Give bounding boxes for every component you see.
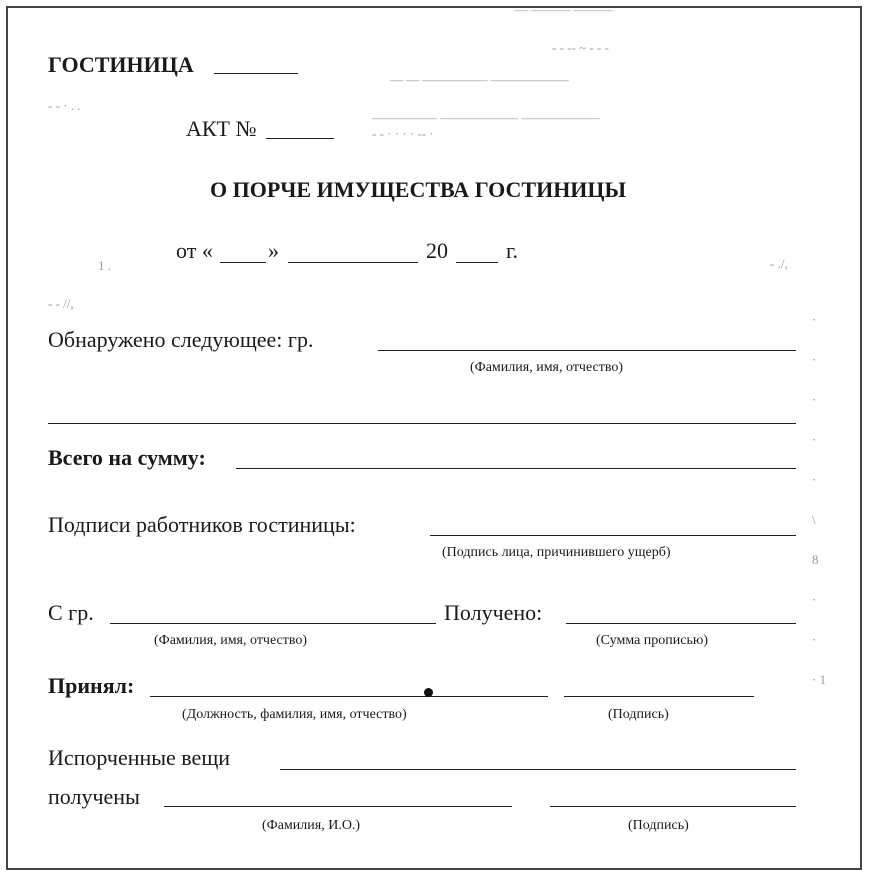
damaged-label: Испорченные вещи	[48, 745, 231, 770]
found-caption: (Фамилия, имя, отчество)	[470, 360, 624, 375]
found-label: Обнаружено следующее: гр.	[48, 327, 314, 352]
bleed-through-mark: · · · · · \ 8 · · · 1	[812, 312, 827, 687]
accepted-label: Принял:	[48, 673, 135, 698]
received-caption: (Сумма прописью)	[596, 633, 708, 648]
bleed-through-mark: - - //,	[48, 296, 74, 311]
act-number-line[interactable]	[266, 138, 334, 139]
found-name-line[interactable]	[378, 350, 796, 351]
accepted-signature-line[interactable]	[564, 696, 754, 697]
from-name-line[interactable]	[110, 623, 436, 624]
received-sum-line[interactable]	[566, 623, 796, 624]
bleed-through-mark: — ——— ———	[515, 2, 613, 17]
hotel-name-line[interactable]	[214, 73, 298, 74]
date-month-line[interactable]	[288, 262, 418, 263]
hotel-label: ГОСТИНИЦА	[48, 52, 194, 77]
bleed-through-mark: - - · . .	[48, 98, 81, 113]
ink-dot	[424, 688, 433, 697]
date-from-label: от «	[176, 238, 213, 263]
bleed-through-mark: — — ————— ——————	[390, 72, 569, 87]
damaged-label-2: получены	[48, 784, 140, 809]
received-label: Получено:	[444, 600, 543, 625]
form-title: О ПОРЧЕ ИМУЩЕСТВА ГОСТИНИЦЫ	[210, 177, 627, 202]
date-year-prefix: 20	[426, 238, 448, 263]
bleed-through-mark: ————— —————— ——————	[372, 110, 600, 125]
from-caption: (Фамилия, имя, отчество)	[154, 633, 308, 648]
damaged-line-1[interactable]	[280, 769, 796, 770]
bleed-through-mark: - ./,	[770, 256, 788, 271]
signatures-line[interactable]	[430, 535, 796, 536]
date-quote-close: »	[268, 238, 279, 263]
signatures-caption: (Подпись лица, причинившего ущерб)	[442, 545, 671, 560]
signatures-label: Подписи работников гостиницы:	[48, 512, 356, 537]
damaged-signature-line[interactable]	[550, 806, 796, 807]
from-label: С гр.	[48, 600, 94, 625]
damaged-caption-name: (Фамилия, И.О.)	[262, 818, 361, 833]
accepted-caption-signature: (Подпись)	[608, 707, 669, 722]
total-sum-line[interactable]	[236, 468, 796, 469]
damaged-caption-signature: (Подпись)	[628, 818, 689, 833]
date-year-line[interactable]	[456, 262, 498, 263]
accepted-caption-name: (Должность, фамилия, имя, отчество)	[182, 707, 407, 722]
act-number-label: АКТ №	[186, 116, 257, 141]
accepted-name-line[interactable]	[150, 696, 548, 697]
form-border	[6, 6, 862, 870]
bleed-through-mark: 1 .	[98, 258, 111, 273]
date-day-line[interactable]	[220, 262, 266, 263]
date-year-suffix: г.	[506, 238, 519, 263]
total-label: Всего на сумму:	[48, 445, 206, 470]
damaged-name-line[interactable]	[164, 806, 512, 807]
found-details-line[interactable]	[48, 423, 796, 424]
bleed-through-mark: - - -- ~ - - -	[552, 40, 609, 55]
bleed-through-mark: - - · · · · -- ·	[372, 126, 434, 141]
